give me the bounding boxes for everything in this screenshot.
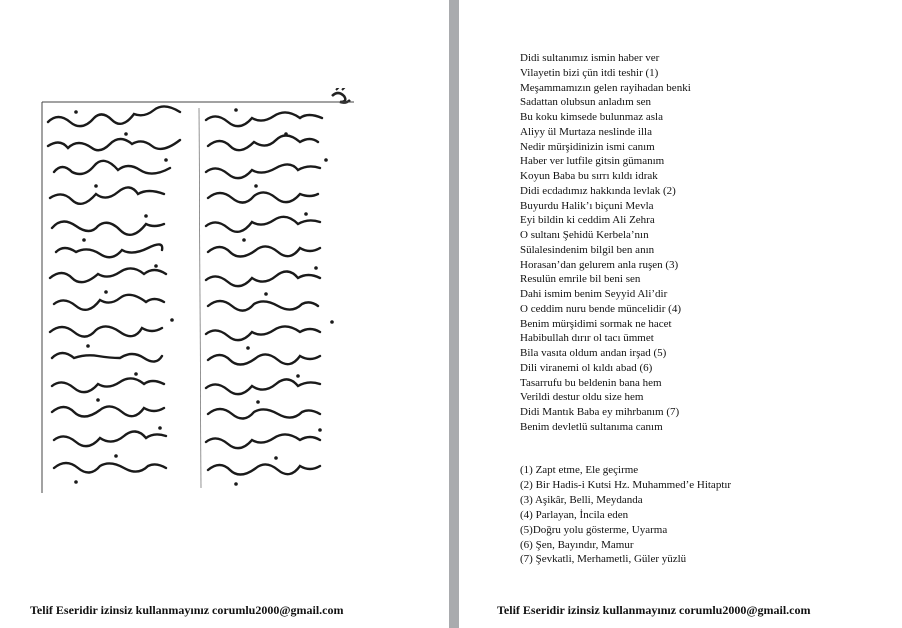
poem-line: Vilayetin bizi çün itdi teshir (1) xyxy=(520,66,659,79)
poem-line: Sülalesindenim bilgil ben anın xyxy=(520,243,655,256)
poem-line: Meşammamızın gelen rayihadan benki xyxy=(520,81,691,94)
footnotes xyxy=(520,463,880,567)
poem-line: O sultanı Şehidü Kerbela’nın xyxy=(520,229,649,241)
poem-line: Nedir mürşidinizin ismi canım xyxy=(520,140,655,153)
poem-line: Didi Mantık Baba ey mihrbanım (7) xyxy=(520,406,680,418)
footnote: (7) Şevkatli, Merhametli, Güler yüzlü xyxy=(520,553,687,566)
poem-line: Aliyy ül Murtaza neslinde illa xyxy=(520,125,652,138)
copyright-footer: Telif Eseridir izinsiz kullanmayınız corumlu2000@gmail.com xyxy=(497,603,811,617)
poem-line: Bu koku kimsede bulunmaz asla xyxy=(520,111,663,123)
poem-line: Didi sultanımız ismin haber ver xyxy=(520,52,660,64)
poem-line: Haber ver lutfile gitsin gümanım xyxy=(520,155,665,168)
poem-line: Verildi destur oldu size hem xyxy=(520,391,644,404)
poem-line: Dahi ismim benim Seyyid Ali’dir xyxy=(520,288,668,300)
left-page xyxy=(0,0,449,628)
poem-line: Habibullah dırır ol tacı ümmet xyxy=(520,332,654,345)
poem-line: O ceddim nuru bende müncelidir (4) xyxy=(520,302,681,315)
poem-line: Didi ecdadımız hakkında levlak (2) xyxy=(520,184,676,197)
poem-text xyxy=(520,51,880,435)
poem-line: Tasarrufu bu beldenin bana hem xyxy=(520,376,662,389)
poem-line: Sadattan olubsun anladım sen xyxy=(520,96,652,109)
poem-line: Koyun Baba bu sırrı kıldı idrak xyxy=(520,170,658,182)
copyright-footer: Telif Eseridir izinsiz kullanmayınız corumlu2000@gmail.com xyxy=(30,603,344,617)
footnote: (3) Aşikâr, Belli, Meydanda xyxy=(520,493,643,506)
poem-line: Benim mürşidimi sormak ne hacet xyxy=(520,317,672,330)
footnote: (2) Bir Hadis-i Kutsi Hz. Muhammed’e Hitaptır xyxy=(520,478,732,491)
manuscript-image xyxy=(36,88,360,508)
poem-line: Dili viranemi ol kıldı abad (6) xyxy=(520,361,653,374)
poem-line: Benim devletlü sultanıma canım xyxy=(520,420,663,433)
manuscript-handwriting xyxy=(36,88,360,508)
poem-line: Bila vasıta oldum andan irşad (5) xyxy=(520,347,667,359)
footnote: (6) Şen, Bayındır, Mamur xyxy=(520,538,634,551)
poem-line: Resulün emrile bil beni sen xyxy=(520,273,641,286)
page-gutter xyxy=(449,0,459,628)
poem-line: Buyurdu Halik’ı biçuni Mevla xyxy=(520,199,654,212)
right-page xyxy=(459,0,902,628)
footnote: (4) Parlayan, İncila eden xyxy=(520,508,629,521)
poem-line: Eyi bildin ki ceddim Ali Zehra xyxy=(520,214,655,227)
poem-line: Horasan’dan gelurem anla ruşen (3) xyxy=(520,258,679,271)
footnote: (5)Doğru yolu gösterme, Uyarma xyxy=(520,523,668,536)
footnote: (1) Zapt etme, Ele geçirme xyxy=(520,464,639,476)
